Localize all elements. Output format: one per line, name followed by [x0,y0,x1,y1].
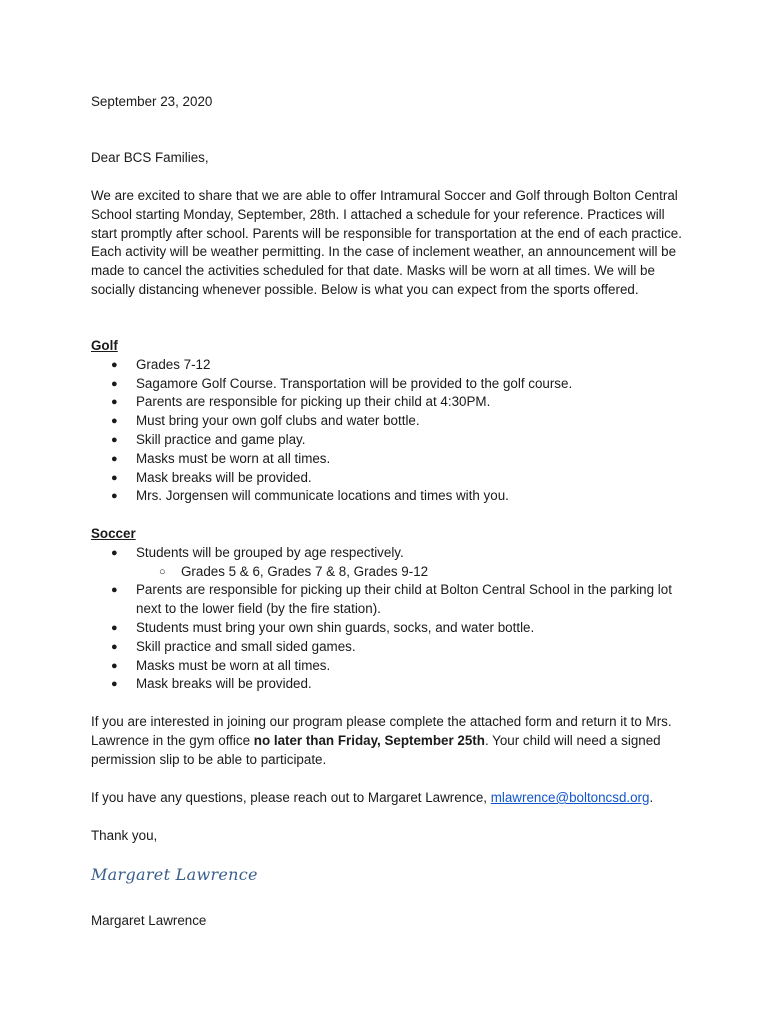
soccer-section [91,525,691,694]
bullet-icon: ● [111,433,118,446]
list-item: ○ Grades 5 & 6, Grades 7 & 8, Grades 9-12 [181,563,691,582]
list-item: ● Sagamore Golf Course. Transportation will be provided to the golf course. [136,375,691,394]
hollow-bullet-icon: ○ [159,565,166,578]
list-item: ● Masks must be worn at all times. [136,657,691,676]
list-item: ● Mrs. Jorgensen will communicate locations and times with you. [136,487,691,506]
list-item: ● Skill practice and small sided games. [136,638,691,657]
list-item: ● Must bring your own golf clubs and water bottle. [136,412,691,431]
golf-list [91,356,691,506]
list-item: ● Mask breaks will be provided. [136,469,691,488]
bullet-icon: ● [111,471,118,484]
bullet-icon: ● [111,584,118,597]
deadline-text: no later than Friday, September 25th [253,732,485,748]
join-paragraph: If you are interested in joining our program please complete the attached form and return it to Mrs. Lawrence in the gym office no later than Friday, September 25th. Your child will need a signed permission slip to be able to participate. [91,714,672,767]
golf-section [91,337,691,506]
email-link[interactable]: mlawrence@boltoncsd.org [490,790,650,805]
soccer-heading: Soccer [91,526,136,541]
bullet-icon: ● [111,396,118,409]
intro-paragraph: We are excited to share that we are able to offer Intramural Soccer and Golf through Bolton Central School starting Monday, September, 28th. I attached a schedule for your reference. Practices will start promptly after school. Parents will be responsible for transportation at the end of each practice. Each activity will be weather permitting. In the case of inclement weather, an announcement will be made to cancel the activities scheduled for that date. Masks will be worn at all times. We will be socially distancing whenever possible. Below is what you can expect from the sports offered. [91,188,682,297]
bullet-icon: ● [111,358,118,371]
bullet-icon: ● [111,678,118,691]
golf-heading: Golf [91,338,118,353]
bullet-icon: ● [111,621,118,634]
bullet-icon: ● [111,415,118,428]
soccer-list [91,544,691,694]
bullet-icon: ● [111,546,118,559]
bullet-icon: ● [111,452,118,465]
letter-greeting: Dear BCS Families, [91,150,209,165]
list-item: ● Masks must be worn at all times. [136,450,691,469]
list-item: ● Skill practice and game play. [136,431,691,450]
printed-name: Margaret Lawrence [91,913,207,928]
closing: Thank you, [91,828,158,843]
bullet-icon: ● [111,640,118,653]
list-item: ● Mask breaks will be provided. [136,675,691,694]
list-item: ● Grades 7-12 [136,356,691,375]
letter-date: September 23, 2020 [91,94,213,109]
bullet-icon: ● [111,659,118,672]
handwritten-signature: Margaret Lawrence [91,865,258,884]
list-item: ● Students will be grouped by age respectively. ○ Grades 5 & 6, Grades 7 & 8, Grades 9-12 [136,544,691,582]
list-item: ● Parents are responsible for picking up their child at Bolton Central School in the parking lot next to the lower field (by the fire station). [111,582,672,617]
list-item: ● Students must bring your own shin guards, socks, and water bottle. [136,619,691,638]
bullet-icon: ● [111,377,118,390]
bullet-icon: ● [111,490,118,503]
soccer-sublist [136,563,691,582]
list-item: ● Parents are responsible for picking up their child at 4:30PM. [136,393,691,412]
questions-paragraph: If you have any questions, please reach out to Margaret Lawrence, mlawrence@boltoncsd.org. [91,790,654,805]
